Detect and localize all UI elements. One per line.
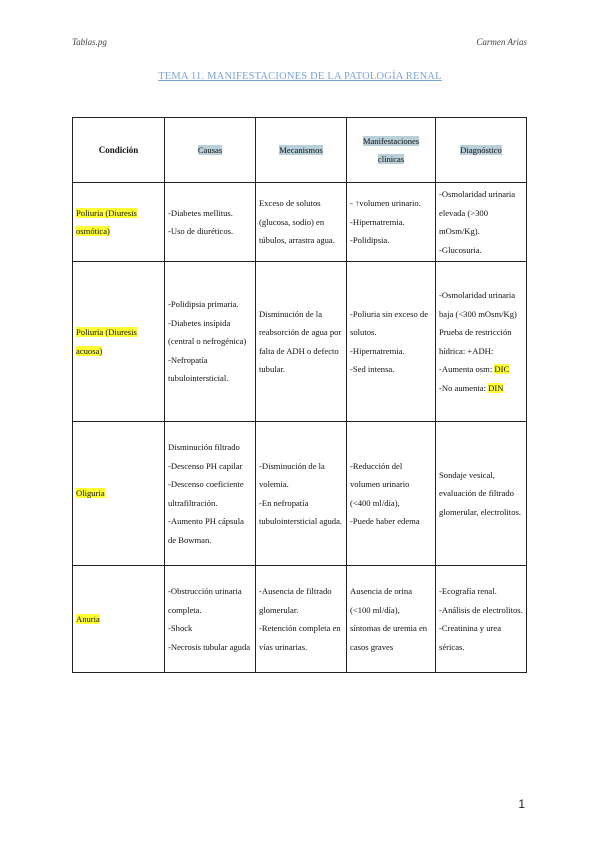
manifestations-line: -Sed intensa. — [350, 364, 395, 374]
table-header-row — [73, 118, 527, 183]
cell-condition — [73, 422, 165, 566]
diagnosis-line: -Osmolaridad urinaria elevada (>300 mOsm/Kg). — [439, 189, 516, 236]
cell-causes — [165, 566, 256, 673]
causes-line: Disminución filtrado — [168, 442, 240, 452]
cell-condition — [73, 566, 165, 673]
diagnosis-line: -Creatinina y urea séricas. — [439, 623, 502, 652]
causes-line: -Aumento PH cápsula de Bowman. — [168, 516, 244, 545]
cell-diagnosis — [436, 262, 527, 422]
manifestations-line: -Puede haber edema — [350, 516, 420, 526]
running-header-left: Tablas.pg — [72, 37, 107, 47]
causes-line: -Obstrucción urinaria completa. — [168, 586, 242, 615]
causes-line: -Nefropatía tubulointersticial. — [168, 354, 229, 384]
cell-mechanisms — [256, 262, 347, 422]
mechanisms-line: -Disminución de la volemia. — [259, 460, 325, 489]
condition-label: Poliuria (Diuresis acuosa) — [76, 327, 137, 356]
cell-mechanisms — [256, 422, 347, 566]
running-header-right: Carmen Arias — [476, 37, 527, 47]
diagnosis-prefix: -Aumenta osm: — [439, 364, 495, 374]
mechanisms-line: Disminución de la reabsorción de agua por falta de ADH o defecto tubular. — [259, 308, 342, 374]
table-row — [73, 262, 527, 422]
manifestations-line: Ausencia de orina (<100 ml/día), síntomas de uremia en casos graves — [350, 586, 428, 652]
cell-manifestations — [347, 262, 436, 422]
mechanisms-line: Exceso de solutos (glucosa, sodio) en túbulos, arrastra agua. — [259, 198, 335, 246]
diagnosis-line: -Glucosuria. — [439, 244, 482, 255]
causes-line: -Diabetes insípida (central o nefrogénica) — [168, 317, 247, 347]
causes-line: -Descenso PH capilar — [168, 460, 243, 471]
diagnosis-line: Prueba de restricción hídrica: +ADH: — [439, 327, 512, 356]
cell-causes — [165, 183, 256, 262]
cell-causes — [165, 262, 256, 422]
table-row — [73, 566, 527, 673]
diagnosis-line: -Osmolaridad urinaria baja (<300 mOsm/Kg) — [439, 290, 517, 319]
causes-line: -Diabetes mellitus. — [168, 207, 233, 218]
cell-diagnosis — [436, 183, 527, 262]
causes-line: -Descenso coeficiente ultrafiltración. — [168, 479, 244, 508]
cell-mechanisms — [256, 566, 347, 673]
condition-label: Anuria — [76, 613, 100, 624]
causes-line: -Necrosis tubular aguda — [168, 641, 251, 652]
causes-line: -Uso de diuréticos. — [168, 226, 234, 236]
manifestations-line: -Hipernatremia. — [350, 216, 405, 227]
cell-diagnosis — [436, 422, 527, 566]
mechanisms-line: -Retención completa en vías urinarias. — [259, 623, 341, 652]
diagnosis-line: Sondaje vesical, evaluación de filtrado glomerular, electrolitos. — [439, 469, 521, 517]
causes-line: -Polidipsia primaria. — [168, 299, 239, 310]
diagnosis-prefix: -No aumenta: — [439, 382, 489, 393]
manifestations-line: -Hipernatremia. — [350, 345, 405, 356]
cell-diagnosis — [436, 566, 527, 673]
manifestations-line: - ↑volumen urinario. — [350, 198, 421, 209]
cell-manifestations — [347, 183, 436, 262]
cell-causes — [165, 422, 256, 566]
manifestations-line: -Poliuria sin exceso de solutos. — [350, 308, 429, 337]
diagnosis-line — [439, 379, 523, 398]
diagnosis-line — [439, 360, 523, 379]
mechanisms-line: -En nefropatía tubulointersticial aguda. — [259, 497, 343, 526]
condition-label: Oliguria — [76, 488, 105, 499]
page-title: TEMA 11. MANIFESTACIONES DE LA PATOLOGÍA RENAL — [158, 71, 442, 82]
header-manifestations: Manifestaciones clínicas — [347, 118, 436, 183]
header-causes: Causas — [165, 118, 256, 183]
pathology-table — [72, 117, 527, 673]
header-diagnosis: Diagnóstico — [436, 118, 527, 183]
page-number: 1 — [518, 797, 525, 811]
cell-condition — [73, 183, 165, 262]
cell-manifestations — [347, 566, 436, 673]
diagnosis-highlight: DIC — [494, 364, 510, 374]
header-mechanisms: Mecanismos — [256, 118, 347, 183]
cell-mechanisms — [256, 183, 347, 262]
condition-label: Poliuria (Diuresis osmótica) — [76, 207, 137, 236]
causes-line: -Shock — [168, 623, 193, 633]
mechanisms-line: -Ausencia de filtrado glomerular. — [259, 586, 332, 615]
diagnosis-highlight: DIN — [488, 382, 504, 393]
cell-manifestations — [347, 422, 436, 566]
header-condition: Condición — [73, 118, 165, 183]
table-row — [73, 183, 527, 262]
cell-condition — [73, 262, 165, 422]
manifestations-line: -Reducción del volumen urinario (<400 ml/día), — [350, 460, 410, 508]
diagnosis-line: -Ecografía renal. — [439, 586, 497, 596]
manifestations-line: -Polidipsia. — [350, 235, 390, 246]
diagnosis-line: -Análisis de electrolitos. — [439, 604, 523, 615]
table-row — [73, 422, 527, 566]
